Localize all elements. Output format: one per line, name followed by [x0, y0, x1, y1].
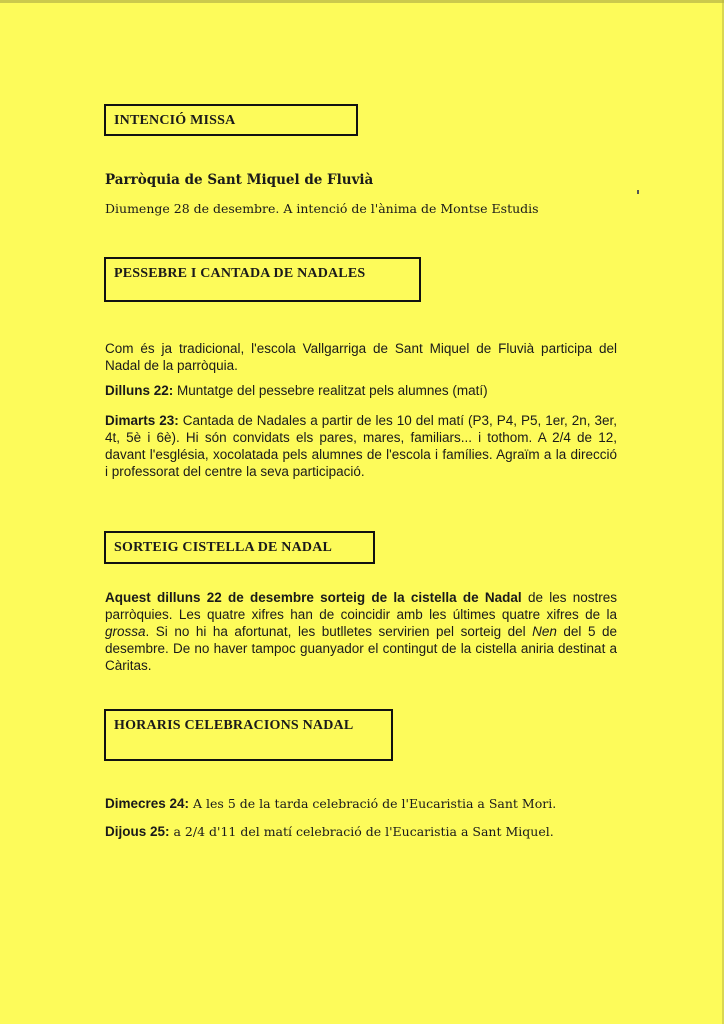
parish-name: Parròquia de Sant Miquel de Fluvià — [105, 172, 374, 188]
heading-pessebre: PESSEBRE I CANTADA DE NADALES — [104, 257, 421, 302]
pessebre-dimarts — [105, 412, 617, 480]
heading-intencio-missa: INTENCIÓ MISSA — [104, 104, 358, 136]
dimecres-text: A les 5 de la tarda celebració de l'Eucaristia a Sant Mori. — [189, 796, 557, 811]
dimecres-label: Dimecres 24: — [105, 796, 190, 811]
dilluns-text: Muntatge del pessebre realitzat pels alumnes (matí) — [173, 383, 488, 398]
sorteig-text-1: de les nostres parròquies. Les quatre xifres han de coincidir amb les últimes quatre xifres de la — [105, 590, 617, 622]
scan-top-edge — [0, 0, 724, 3]
pessebre-dilluns — [105, 382, 617, 399]
heading-horaris: HORARIS CELEBRACIONS NADAL — [104, 709, 393, 761]
dilluns-label: Dilluns 22: — [105, 383, 174, 398]
sorteig-text-3: del 5 de desembre. De no haver tampoc guanyador el contingut de la cistella aniria destinat a Càritas. — [105, 624, 617, 673]
heading-sorteig: SORTEIG CISTELLA DE NADAL — [104, 531, 375, 564]
horaris-dimecres — [105, 795, 617, 812]
dijous-label: Dijous 25: — [105, 824, 170, 839]
scan-speck — [637, 190, 639, 194]
dijous-text: a 2/4 d'11 del matí celebració de l'Eucaristia a Sant Miquel. — [169, 824, 554, 839]
horaris-dijous — [105, 823, 617, 840]
dimarts-text: Cantada de Nadales a partir de les 10 del matí (P3, P4, P5, 1er, 2n, 3er, 4t, 5è i 6è). Hi són convidats els pares, mares, familiars... i tothom. A 2/4 de 12, davant l'església, xocolatada pels alumnes de l'escola i famílies. Agraïm a la direcció i professorat del centre la seva participació. — [105, 413, 617, 479]
sorteig-grossa: grossa — [105, 624, 146, 639]
sorteig-text — [105, 589, 617, 674]
dimarts-label: Dimarts 23: — [105, 413, 179, 428]
sorteig-lead: Aquest dilluns 22 de desembre sorteig de la cistella de Nadal — [105, 590, 522, 605]
sorteig-text-2: . Si no hi ha afortunat, les butlletes servirien pel sorteig del — [145, 624, 533, 639]
sorteig-nen: Nen — [532, 624, 557, 639]
missa-line: Diumenge 28 de desembre. A intenció de l'ànima de Montse Estudis — [105, 201, 539, 216]
pessebre-intro: Com és ja tradicional, l'escola Vallgarriga de Sant Miquel de Fluvià participa del Nadal de la parròquia. — [105, 341, 617, 373]
